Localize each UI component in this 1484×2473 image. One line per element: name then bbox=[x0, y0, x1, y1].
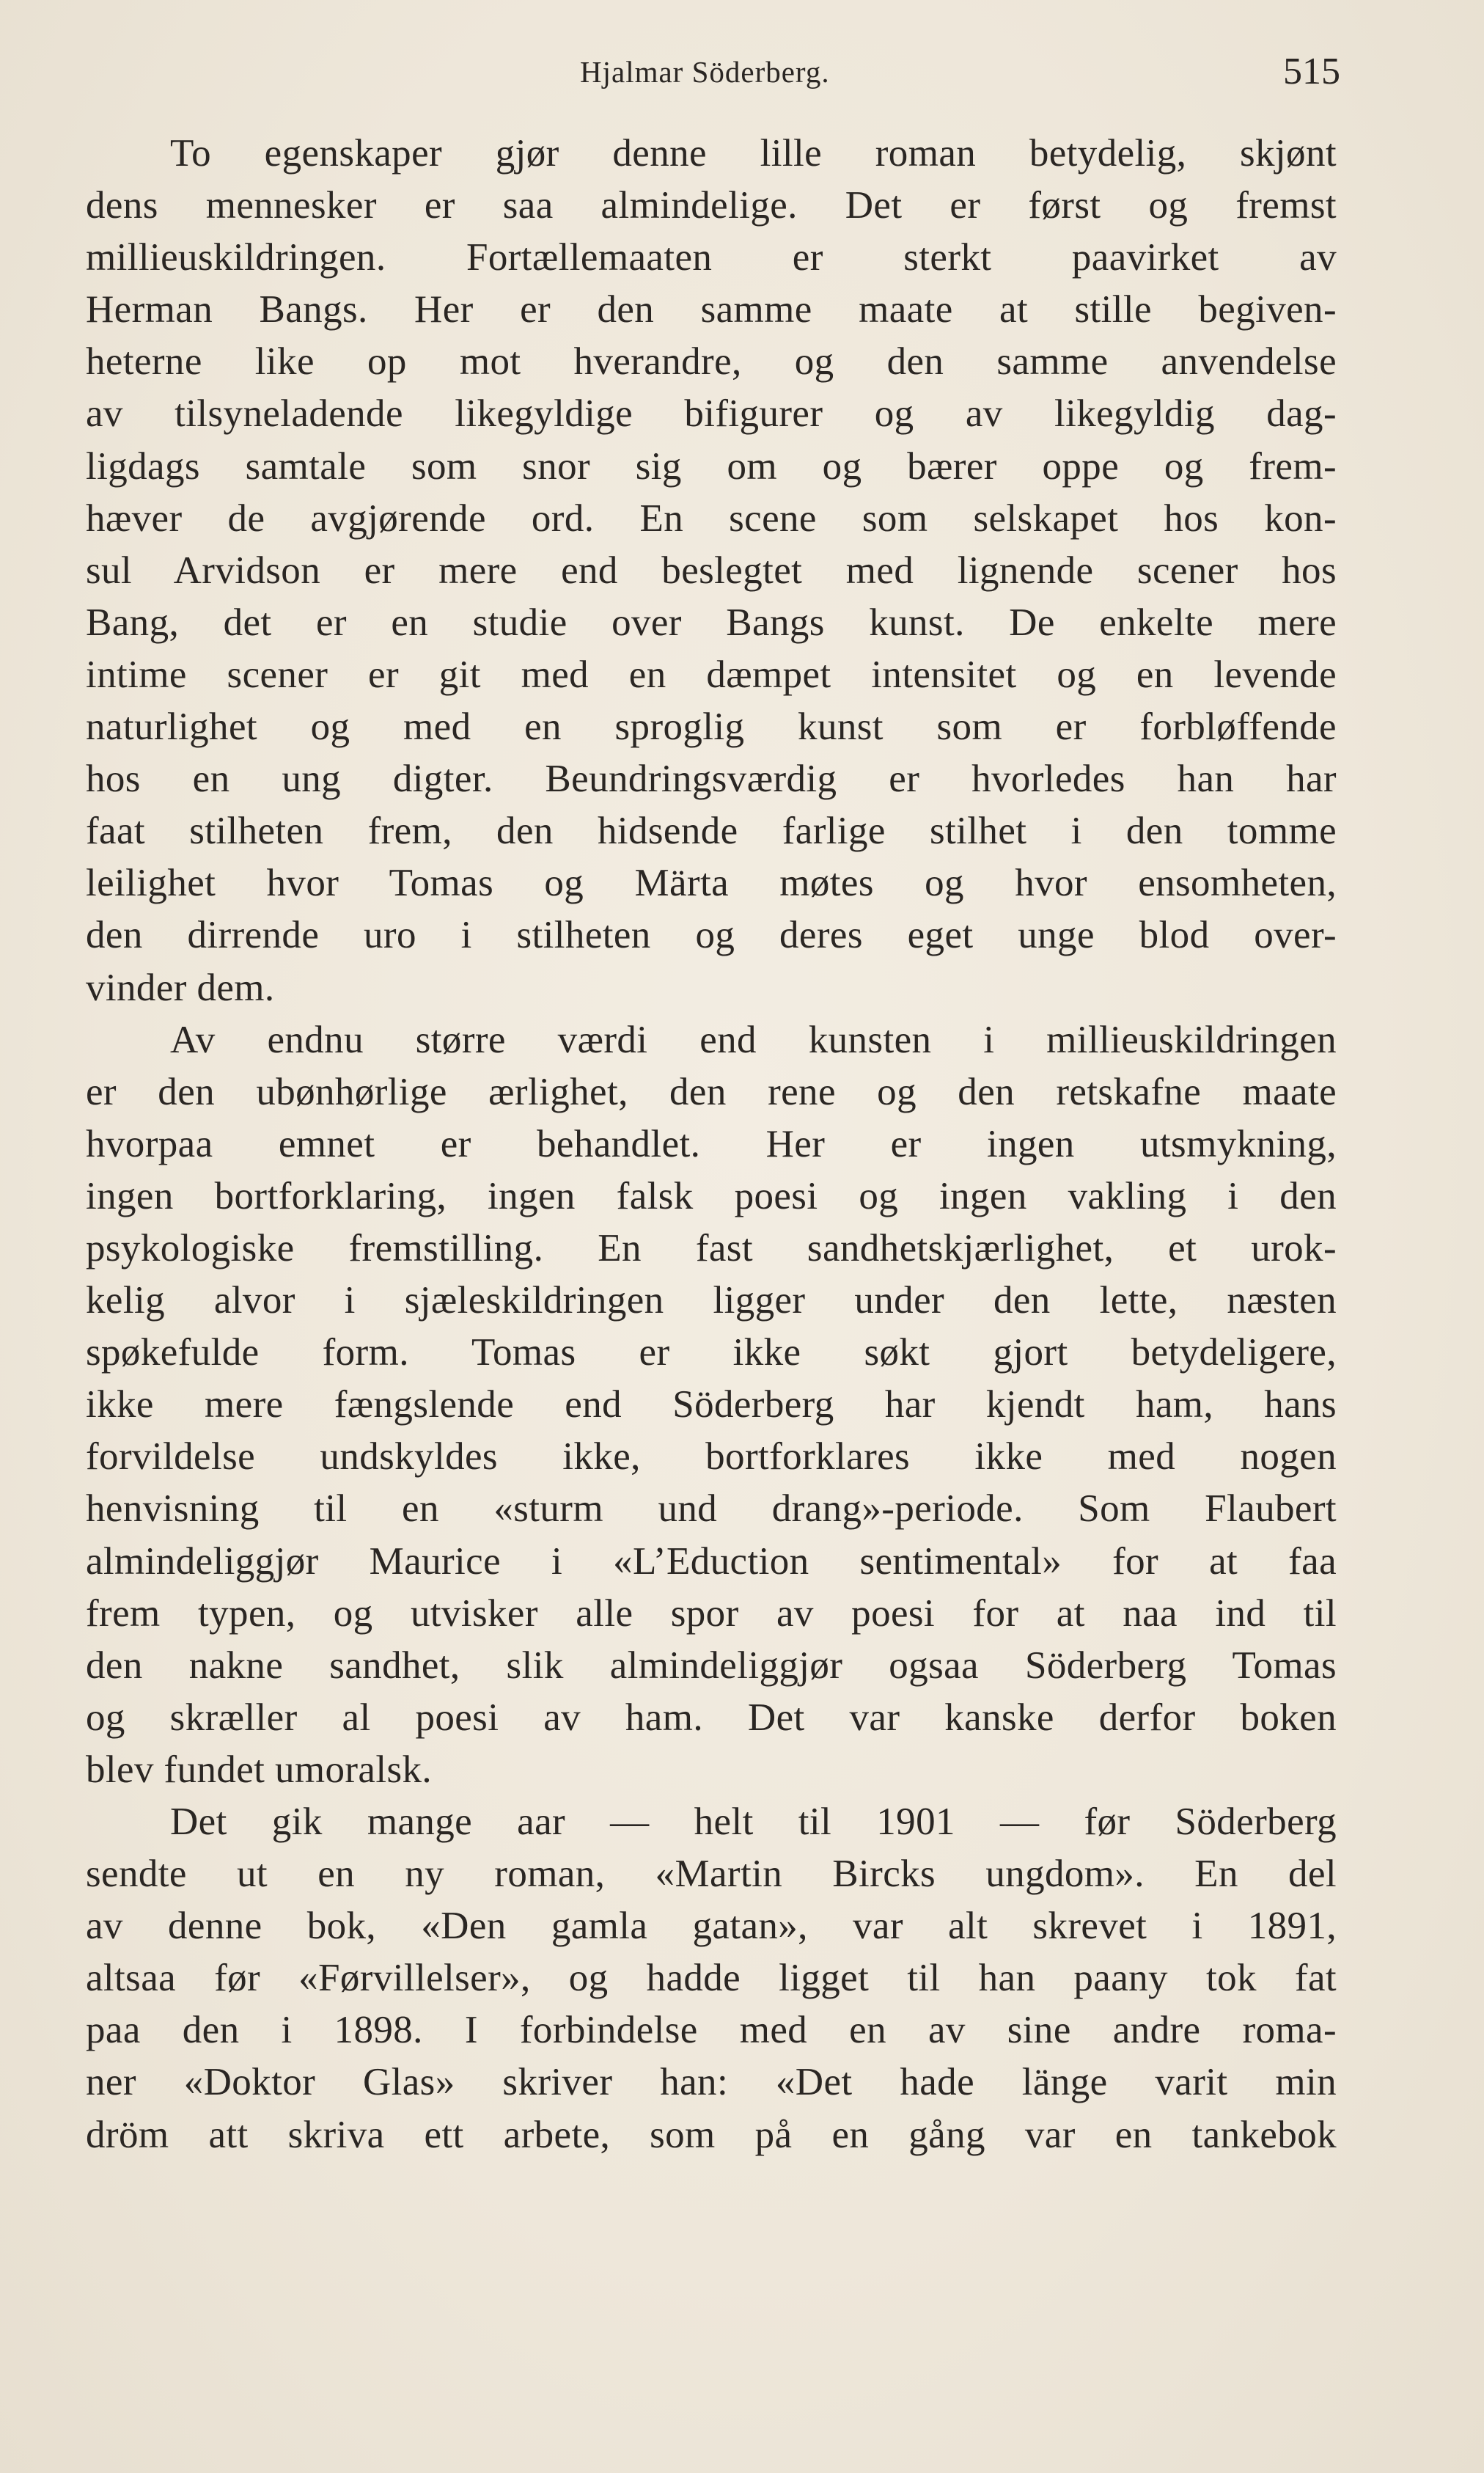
text-line: frem typen, og utvisker alle spor av poesi for at naa ind til bbox=[86, 1591, 1337, 1635]
text-line: Det gik mange aar — helt til 1901 — før Söderberg bbox=[170, 1800, 1337, 1843]
text-line: kelig alvor i sjæleskildringen ligger under den lette, næsten bbox=[86, 1279, 1337, 1322]
text-line: hæver de avgjørende ord. En scene som selskapet hos kon- bbox=[86, 497, 1337, 540]
text-line: hos en ung digter. Beundringsværdig er hvorledes han har bbox=[86, 758, 1337, 801]
text-line: spøkefulde form. Tomas er ikke søkt gjort betydeligere, bbox=[86, 1331, 1337, 1374]
text-line: intime scener er git med en dæmpet intensitet og en levende bbox=[86, 653, 1337, 696]
text-line: henvisning til en «sturm und drang»-periode. Som Flaubert bbox=[86, 1487, 1337, 1531]
paragraph-3 bbox=[86, 1796, 1337, 2161]
text-line: forvildelse undskyldes ikke, bortforklares ikke med nogen bbox=[86, 1435, 1337, 1479]
text-line: altsaa før «Førvillelser», og hadde ligget til han paany tok fat bbox=[86, 1957, 1337, 2000]
text-line: ner «Doktor Glas» skriver han: «Det hade länge varit min bbox=[86, 2061, 1337, 2104]
text-line: paa den i 1898. I forbindelse med en av sine andre roma- bbox=[86, 2009, 1337, 2052]
text-line: psykologiske fremstilling. En fast sandhetskjærlighet, et urok- bbox=[86, 1226, 1337, 1270]
body-text bbox=[86, 128, 1337, 2161]
text-line: faat stilheten frem, den hidsende farlige stilhet i den tomme bbox=[86, 810, 1337, 853]
text-line: ikke mere fængslende end Söderberg har kjendt ham, hans bbox=[86, 1383, 1337, 1426]
text-line: av denne bok, «Den gamla gatan», var alt skrevet i 1891, bbox=[86, 1905, 1337, 1948]
text-line: dröm att skriva ett arbete, som på en gång var en tankebok bbox=[86, 2113, 1337, 2156]
text-line: dens mennesker er saa almindelige. Det er først og fremst bbox=[86, 184, 1337, 227]
text-line: den dirrende uro i stilheten og deres eget unge blod over- bbox=[86, 914, 1337, 957]
text-line: Bang, det er en studie over Bangs kunst. De enkelte mere bbox=[86, 601, 1337, 644]
running-title: Hjalmar Söderberg. bbox=[580, 55, 830, 89]
text-line: Av endnu større værdi end kunsten i millieuskildringen bbox=[170, 1018, 1337, 1061]
text-line: den nakne sandhet, slik almindeliggjør ogsaa Söderberg Tomas bbox=[86, 1644, 1337, 1687]
text-line: ingen bortforklaring, ingen falsk poesi og ingen vakling i den bbox=[86, 1174, 1337, 1217]
text-line: almindeliggjør Maurice i «L’Eduction sentimental» for at faa bbox=[86, 1539, 1337, 1583]
page-number: 515 bbox=[1283, 51, 1340, 92]
text-line: To egenskaper gjør denne lille roman betydelig, skjønt bbox=[170, 132, 1337, 175]
text-line: vinder dem. bbox=[86, 966, 275, 1009]
page-header bbox=[0, 50, 1484, 101]
text-line: millieuskildringen. Fortællemaaten er sterkt paavirket av bbox=[86, 236, 1337, 279]
paragraph-1 bbox=[86, 128, 1337, 1014]
text-line: av tilsyneladende likegyldige bifigurer og av likegyldig dag- bbox=[86, 392, 1337, 436]
text-line: sendte ut en ny roman, «Martin Bircks ungdom». En del bbox=[86, 1853, 1337, 1896]
text-line: heterne like op mot hverandre, og den samme anvendelse bbox=[86, 340, 1337, 384]
text-line: hvorpaa emnet er behandlet. Her er ingen utsmykning, bbox=[86, 1122, 1337, 1165]
text-line: er den ubønhørlige ærlighet, den rene og den retskafne maate bbox=[86, 1070, 1337, 1113]
text-line: leilighet hvor Tomas og Märta møtes og hvor ensomheten, bbox=[86, 862, 1337, 905]
text-line: Herman Bangs. Her er den samme maate at stille begiven- bbox=[86, 288, 1337, 331]
paragraph-2 bbox=[86, 1014, 1337, 1796]
text-line: sul Arvidson er mere end beslegtet med lignende scener hos bbox=[86, 549, 1337, 592]
text-line: og skræller al poesi av ham. Det var kanske derfor boken bbox=[86, 1696, 1337, 1739]
text-line: naturlighet og med en sproglig kunst som er forbløffende bbox=[86, 706, 1337, 749]
text-line: blev fundet umoralsk. bbox=[86, 1748, 433, 1791]
text-line: ligdags samtale som snor sig om og bærer oppe og frem- bbox=[86, 444, 1337, 488]
